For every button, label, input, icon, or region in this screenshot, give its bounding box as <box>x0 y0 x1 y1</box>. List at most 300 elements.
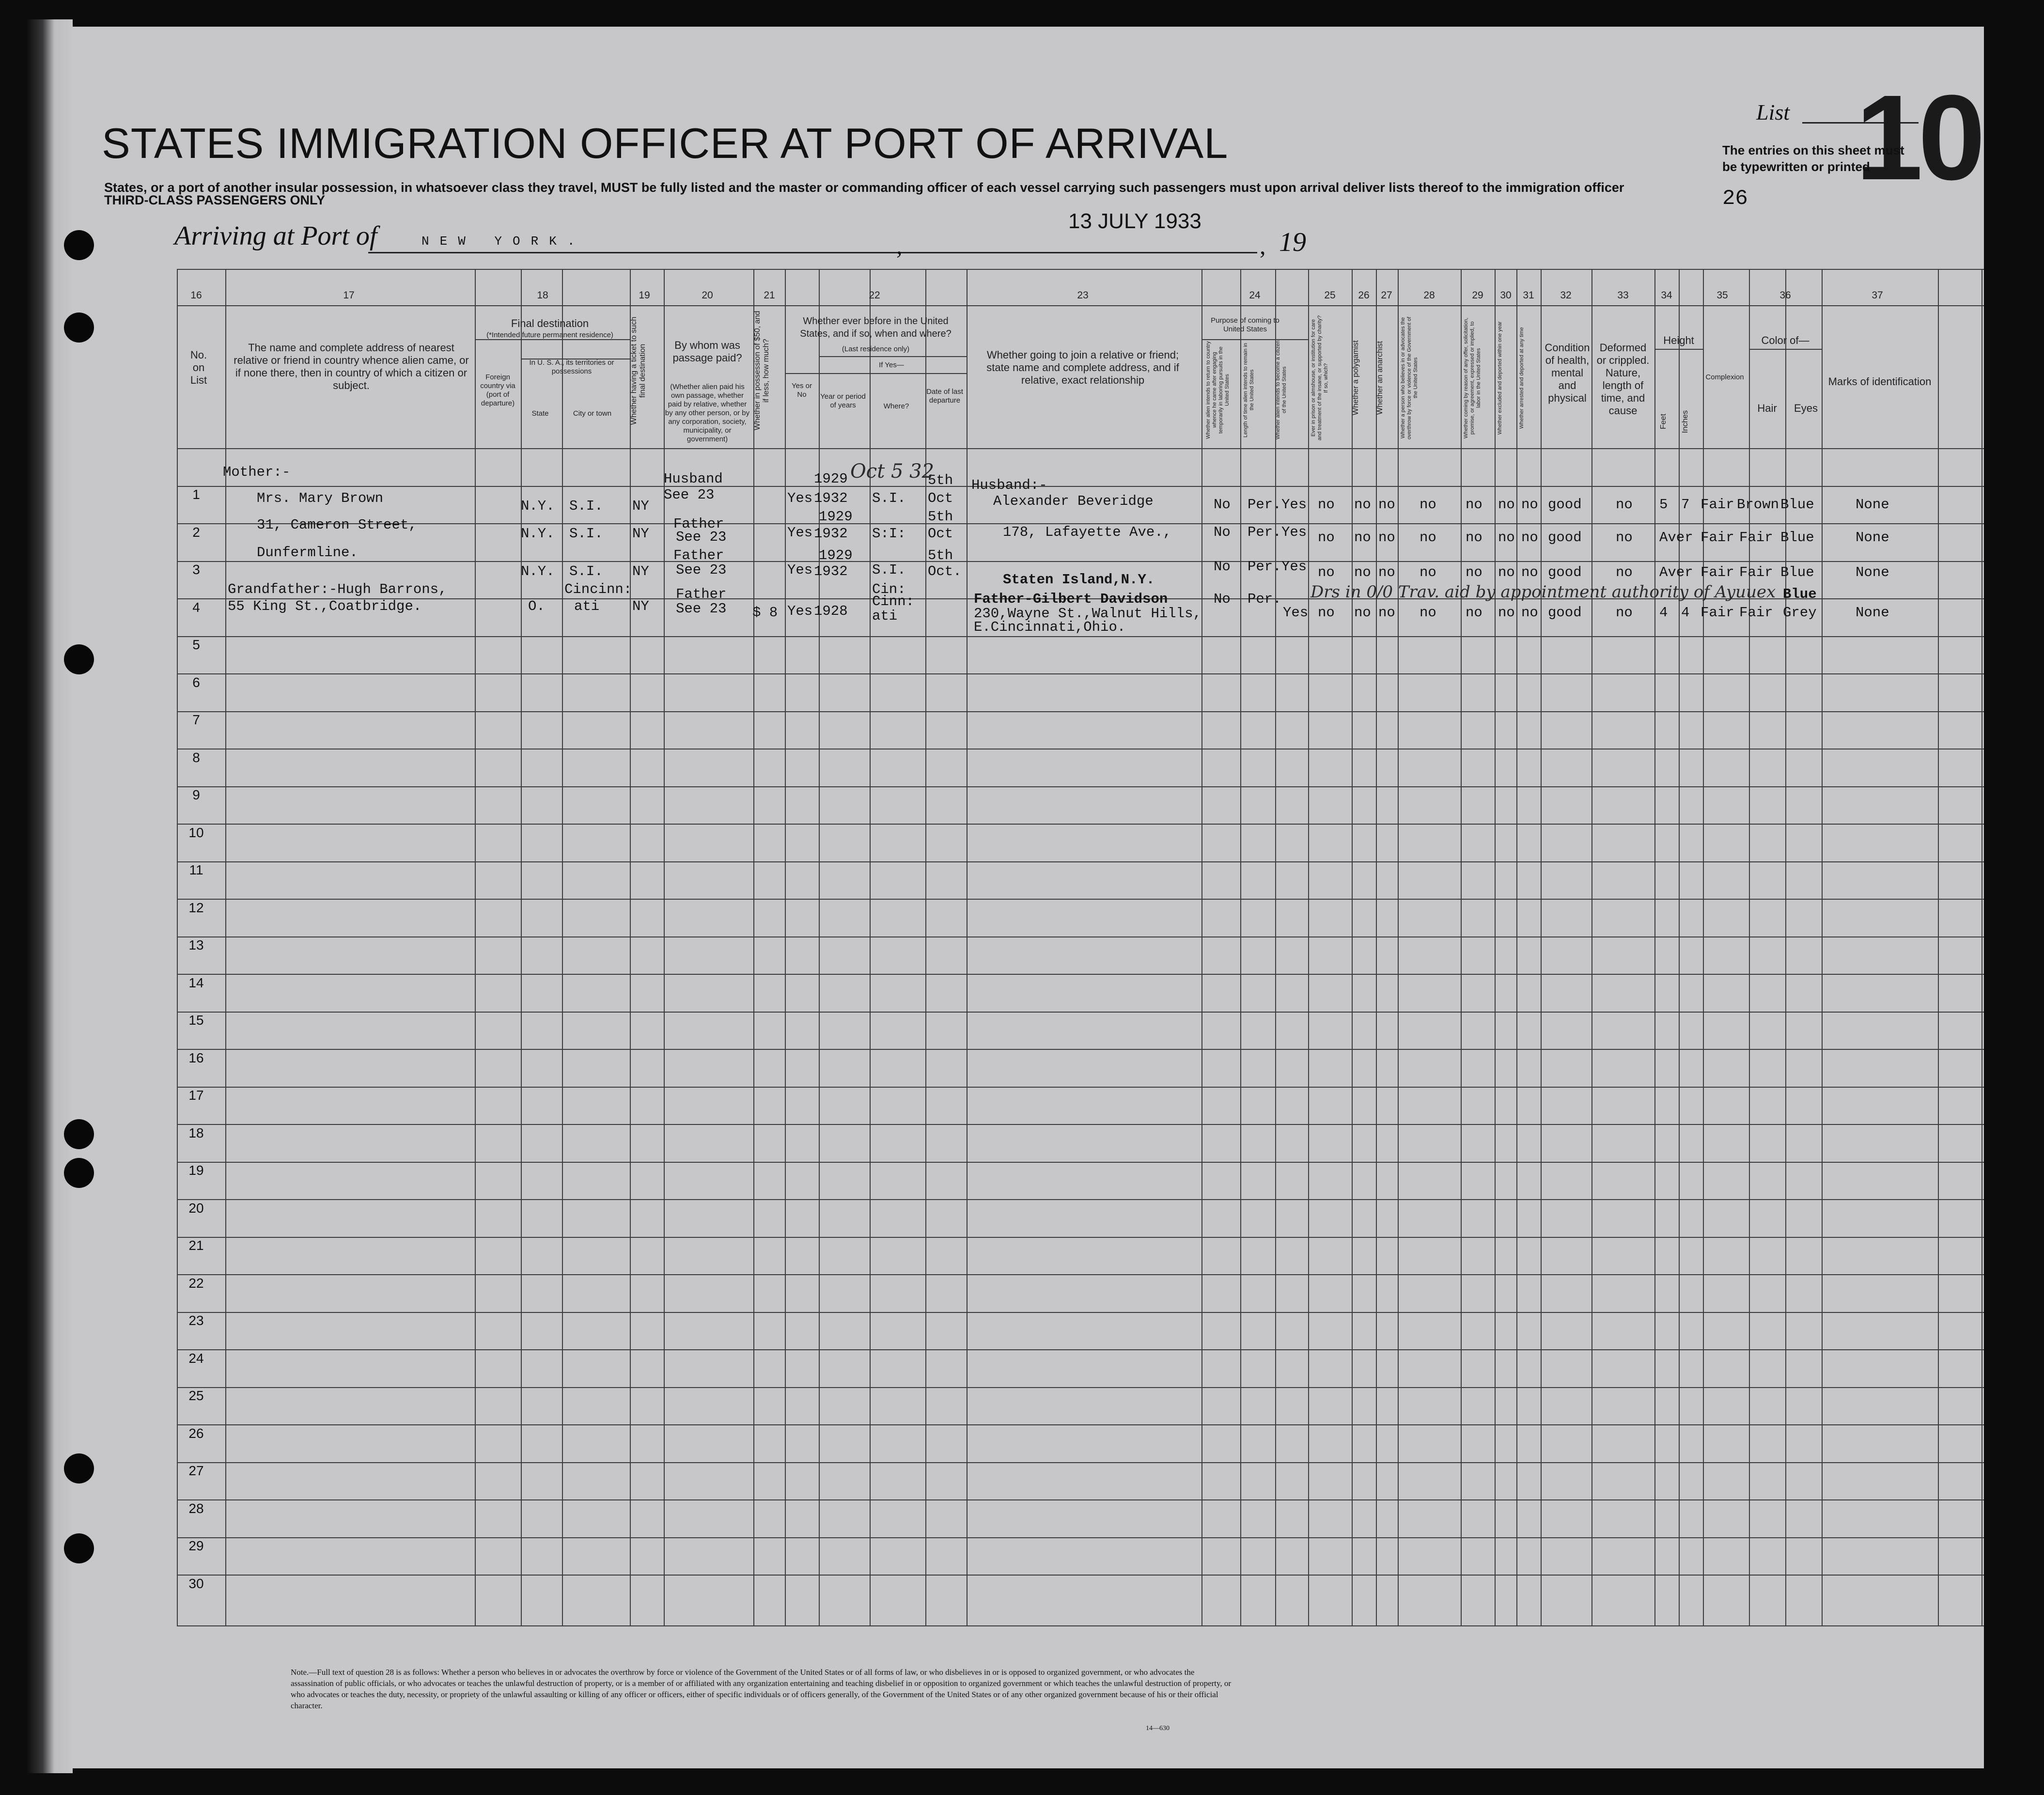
header-foreign-country: Foreign country via (port of departure) <box>480 373 515 407</box>
header-col29: Whether coming by reason of any offer, solicitation, promise, or agreement, expressed or implied, to labor in the United States <box>1463 317 1482 438</box>
height-cell: Aver <box>1659 530 1693 546</box>
column-number: 27 <box>1381 290 1392 301</box>
grid-column-line <box>1703 269 1704 1625</box>
grid-row-line <box>177 269 1984 270</box>
date-cell: Oct. <box>928 563 962 579</box>
grid-row-line <box>177 636 1984 637</box>
paid-by-cell: Husband <box>664 471 723 487</box>
column-number: 25 <box>1324 290 1336 301</box>
grid-row-line <box>177 673 1984 674</box>
header-year-period: Year or period of years <box>820 392 866 409</box>
city-cell: S.I. <box>569 526 603 542</box>
manifest-grid <box>177 269 1984 1625</box>
year-cell: 1932 <box>814 563 848 579</box>
health-cell: good <box>1548 564 1582 580</box>
column-number: 24 <box>1249 290 1261 301</box>
row-number: 25 <box>188 1388 204 1403</box>
binding-hole <box>64 1158 94 1188</box>
marks-cell: None <box>1856 564 1889 580</box>
header-eyes: Eyes <box>1794 402 1818 414</box>
grid-row-line <box>177 1537 1984 1538</box>
join-cell: Staten Island,N.Y. <box>1003 572 1155 588</box>
handwritten-annotation: Drs in 0/0 Trav. aid by appointment authority of Ayuuex <box>1311 582 1776 602</box>
complexion-cell: Fair <box>1701 564 1734 580</box>
feet-cell: 4 <box>1659 605 1668 621</box>
grid-subheader-line <box>819 356 967 357</box>
row-number: 21 <box>188 1238 204 1253</box>
complexion-cell: Fair <box>1701 497 1734 513</box>
column-number: 32 <box>1560 290 1572 301</box>
no-cell: no <box>1420 497 1436 513</box>
relative-line: Grandfather:-Hugh Barrons, <box>228 581 447 597</box>
grid-subheader-line <box>785 373 967 374</box>
grid-row-line <box>177 1124 1984 1125</box>
binding-hole <box>64 644 94 674</box>
no-cell: no <box>1498 497 1515 513</box>
binding-hole <box>64 230 94 260</box>
no-cell: no <box>1466 605 1482 621</box>
marks-cell: None <box>1856 530 1889 546</box>
before-cell: Yes <box>787 490 813 506</box>
grid-row-line <box>177 1199 1984 1200</box>
header-col19: Whether having a ticket to such final destination <box>630 316 647 425</box>
page-binding-edge <box>27 19 73 1773</box>
year-cell: 1932 <box>814 490 848 506</box>
date-stamp: 13 JULY 1933 <box>1068 209 1201 233</box>
grid-subheader-line <box>1654 349 1703 350</box>
column-number: 20 <box>702 290 713 301</box>
grid-row-line <box>177 1625 1984 1626</box>
header-col27: Whether an anarchist <box>1376 341 1384 415</box>
row-number: 11 <box>189 862 203 877</box>
ticket-cell: NY <box>632 563 649 579</box>
grid-column-line <box>1308 269 1309 1625</box>
length-cell: Per. <box>1248 524 1281 540</box>
deformed-cell: no <box>1616 564 1633 580</box>
state-cell: N.Y. <box>521 526 555 542</box>
deformed-cell: no <box>1616 530 1633 546</box>
no-cell: no <box>1420 530 1436 546</box>
citizen-cell: Yes <box>1281 559 1307 575</box>
header-col26: Whether a polygamist <box>1352 340 1360 416</box>
join-cell: Father-Gilbert Davidson <box>974 591 1168 607</box>
grid-column-line <box>177 269 178 1625</box>
grid-column-line <box>1822 269 1823 1625</box>
grid-column-line <box>1749 269 1750 1625</box>
grid-column-line <box>1201 269 1202 1625</box>
separator-comma: , <box>896 232 903 259</box>
no-cell: no <box>1521 530 1538 546</box>
join-cell: Husband:- <box>971 477 1047 493</box>
row-number: 24 <box>188 1350 204 1366</box>
inches-cell: 4 <box>1681 605 1690 621</box>
year-prefix: 19 <box>1279 227 1306 257</box>
eyes-cell: Blue <box>1780 564 1814 580</box>
binding-hole <box>64 1119 94 1149</box>
column-number: 16 <box>190 290 202 301</box>
date-cell: Oct <box>928 526 953 542</box>
header-in-usa: In U. S. A., its territories or possessions <box>529 359 614 375</box>
header-col22: Whether ever before in the United States, and if so, when and where? <box>800 316 952 339</box>
row-number: 7 <box>192 712 200 727</box>
grid-column-line <box>475 269 476 1625</box>
grid-subheader-line <box>1749 349 1822 350</box>
ticket-cell: NY <box>632 498 649 514</box>
grid-row-line <box>177 861 1984 862</box>
header-final-destination-sub: (*Intended future permanent residence) <box>486 331 613 339</box>
port-value: NEW YORK. <box>421 234 586 249</box>
row-number: 19 <box>188 1163 204 1178</box>
no-cell: no <box>1354 530 1371 546</box>
column-number: 22 <box>869 290 880 301</box>
header-col20: By whom was passage paid? <box>672 339 742 364</box>
header-complexion: Complexion <box>1705 373 1744 381</box>
row-number: 6 <box>192 674 200 690</box>
eyes-cell: Blue <box>1780 530 1814 546</box>
separator-comma: , <box>1260 232 1266 259</box>
inches-cell: 7 <box>1681 497 1690 513</box>
column-number: 34 <box>1661 290 1672 301</box>
where-cell: S:I: <box>872 526 906 542</box>
grid-row-line <box>177 1575 1984 1576</box>
grid-row-line <box>177 899 1984 900</box>
paid-by-cell: See 23 <box>676 601 727 617</box>
header-col25: Ever in prison or almshouse, or institution for care and treatment of the insane, or supported by charity? If so, which? <box>1311 315 1329 441</box>
state-cell: N.Y. <box>521 498 555 514</box>
no-cell: no <box>1466 530 1482 546</box>
no-cell: no <box>1420 564 1436 580</box>
grid-column-line <box>1541 269 1542 1625</box>
date-cell: 5th <box>928 472 953 488</box>
column-number: 26 <box>1358 290 1370 301</box>
header-color-of: Color of— <box>1761 334 1810 346</box>
no-cell: no <box>1378 564 1395 580</box>
header-col22-sub: (Last residence only) <box>842 345 910 353</box>
no-cell: no <box>1354 605 1371 621</box>
column-number: 33 <box>1617 290 1629 301</box>
feet-cell: 5 <box>1659 497 1668 513</box>
row-number: 30 <box>188 1576 204 1591</box>
grid-row-line <box>177 1162 1984 1163</box>
grid-row-line <box>177 1237 1984 1238</box>
hair-cell: Fair <box>1739 605 1773 621</box>
marks-cell: None <box>1856 605 1889 621</box>
paid-by-cell: See 23 <box>676 562 727 578</box>
eyes-cell: Blue <box>1783 586 1817 602</box>
column-number: 17 <box>343 290 355 301</box>
grid-column-line <box>785 269 786 1625</box>
row-number: 2 <box>192 524 200 540</box>
no-cell: no <box>1354 564 1371 580</box>
year-cell: 1929 <box>819 509 853 525</box>
year-cell: 1929 <box>819 547 853 563</box>
paid-by-cell: See 23 <box>664 487 715 503</box>
header-no-on-list <box>182 349 216 387</box>
no-cell: no <box>1378 497 1395 513</box>
length-cell: Per. <box>1248 591 1281 607</box>
state-cell: O. <box>528 598 545 614</box>
date-cell: Oct <box>928 490 953 506</box>
hair-cell: Brown <box>1737 497 1779 513</box>
grid-row-line <box>177 974 1984 975</box>
column-number: 23 <box>1077 290 1089 301</box>
length-cell: Per. <box>1248 559 1281 575</box>
header-date-last-departure: Date of last departure <box>926 388 963 405</box>
header-col28: Whether a person who believes in or advocates the overthrow by force or violence of the Government of the United States <box>1400 316 1419 439</box>
column-number: 37 <box>1872 290 1883 301</box>
row-number: 20 <box>188 1200 204 1216</box>
hair-cell: Fair <box>1739 564 1773 580</box>
class-line: THIRD-CLASS PASSENGERS ONLY <box>104 193 326 207</box>
no-cell: no <box>1378 605 1395 621</box>
grid-column-line <box>1785 269 1786 1625</box>
header-hair: Hair <box>1757 402 1777 414</box>
date-cell: 5th <box>928 509 953 525</box>
column-number: 36 <box>1779 290 1791 301</box>
header-col17: The name and complete address of nearest relative or friend in country whence alien came, or if none there, then in country of which a citizen or subject. <box>234 342 469 391</box>
grid-column-line <box>1654 269 1655 1625</box>
money-cell: $ 8 <box>752 605 778 621</box>
grid-column-line <box>1275 269 1276 1625</box>
header-col30: Whether excluded and deported within one year <box>1497 321 1503 435</box>
no-cell: no <box>1466 564 1482 580</box>
purpose-cell: No <box>1214 524 1231 540</box>
grid-column-line <box>630 269 631 1625</box>
header-text: No. on List <box>190 349 207 386</box>
header-final-destination: Final destination <box>511 317 589 329</box>
year-cell: 1929 <box>814 471 848 487</box>
intro-line: States, or a port of another insular possession, in whatsoever class they travel, MUST be fully listed and the master or commanding officer of each vessel carrying such passengers must upon arrival deliver lists thereof to the immigration officer <box>104 180 1624 195</box>
where-cell: Cinn: <box>872 593 915 609</box>
grid-row-line <box>177 1274 1984 1275</box>
header-if-yes: If Yes— <box>879 361 904 369</box>
no-cell: no <box>1466 497 1482 513</box>
list-number: 10 <box>1856 70 1981 205</box>
relative-line: Mother:- <box>223 464 291 480</box>
marks-cell: None <box>1856 497 1889 513</box>
grid-column-line <box>1376 269 1377 1625</box>
header-col24c: Whether alien intends to become a citizen of the United States <box>1275 340 1287 440</box>
grid-column-line <box>521 269 522 1625</box>
grid-row-line <box>177 1012 1984 1013</box>
before-cell: Yes <box>787 562 813 578</box>
hair-cell: Fair <box>1739 530 1773 546</box>
row-number: 15 <box>188 1013 204 1028</box>
list-label: List <box>1756 100 1790 125</box>
row-number: 5 <box>192 637 200 652</box>
row-number: 14 <box>188 975 204 990</box>
header-marks: Marks of identification <box>1828 375 1932 388</box>
column-number: 30 <box>1500 290 1512 301</box>
relative-line: Mrs. Mary Brown <box>257 490 384 506</box>
arriving-label: Arriving at Port of <box>174 221 377 251</box>
header-height: Height <box>1663 334 1694 346</box>
no-cell: no <box>1378 530 1395 546</box>
header-col31: Whether arrested and deported at any time <box>1519 327 1525 429</box>
column-number: 35 <box>1716 290 1728 301</box>
column-number: 31 <box>1523 290 1534 301</box>
header-col24a: Whether alien intends to return to country whence he came after engaging temporarily in laboring pursuits in the United States <box>1205 341 1230 439</box>
citizen-cell: Yes <box>1281 524 1307 540</box>
row-number: 23 <box>188 1313 204 1328</box>
city-cell: S.I. <box>569 498 603 514</box>
row-number: 27 <box>188 1463 204 1478</box>
binding-hole <box>64 1533 94 1563</box>
paid-by-cell: Father <box>673 516 724 532</box>
no-cell: no <box>1420 605 1436 621</box>
grid-column-line <box>1240 269 1241 1625</box>
grid-row-line <box>177 1462 1984 1463</box>
row-number: 8 <box>192 749 200 765</box>
ticket-cell: NY <box>632 526 649 542</box>
date-cell: 5th <box>928 547 953 563</box>
column-number: 18 <box>537 290 548 301</box>
row-number: 18 <box>188 1125 204 1140</box>
year-cell: 1928 <box>814 603 848 619</box>
notice-text: The entries on this sheet must be typewritten or printed <box>1722 143 1904 174</box>
complexion-cell: Fair <box>1701 605 1734 621</box>
grid-column-line <box>1495 269 1496 1625</box>
city-cell: S.I. <box>569 563 603 579</box>
row-number: 4 <box>192 599 200 615</box>
grid-row-line <box>177 448 1984 449</box>
no-cell: no <box>1521 605 1538 621</box>
city-cell: Cincinn: <box>564 581 632 597</box>
row-number: 12 <box>188 900 204 915</box>
row-number: 26 <box>188 1425 204 1441</box>
join-cell: E.Cincinnati,Ohio. <box>974 619 1126 635</box>
join-cell: 230,Wayne St.,Walnut Hills, <box>974 606 1201 622</box>
city-cell: ati <box>574 598 600 614</box>
health-cell: good <box>1548 497 1582 513</box>
grid-row-line <box>177 1349 1984 1350</box>
no-cell: no <box>1318 605 1335 621</box>
header-col24: Purpose of coming to United States <box>1211 316 1279 333</box>
header-col23: Whether going to join a relative or friend; state name and complete address, and if relative, exact relationship <box>986 349 1179 386</box>
grid-row-line <box>177 486 1984 487</box>
where-cell: S.I. <box>872 490 906 506</box>
date-underline <box>579 252 1257 253</box>
grid-column-line <box>1938 269 1939 1625</box>
row-number: 22 <box>188 1275 204 1291</box>
purpose-cell: No <box>1214 591 1231 607</box>
health-cell: good <box>1548 530 1582 546</box>
header-col32: Condition of health, mental and physical <box>1545 342 1590 404</box>
grid-column-line <box>562 269 563 1625</box>
grid-row-line <box>177 1087 1984 1088</box>
handwritten-annotation: Oct 5 32 <box>850 460 935 483</box>
row-number: 10 <box>188 825 204 840</box>
grid-row-line <box>177 561 1984 562</box>
column-number: 29 <box>1472 290 1483 301</box>
where-cell: ati <box>872 608 898 624</box>
grid-row-line <box>177 305 1984 306</box>
before-cell: Yes <box>787 525 813 541</box>
grid-row-line <box>177 1049 1984 1050</box>
binding-hole <box>64 312 94 343</box>
grid-column-line <box>1398 269 1399 1625</box>
citizen-cell: Yes <box>1283 605 1309 621</box>
row-number: 28 <box>188 1500 204 1516</box>
column-number: 28 <box>1423 290 1435 301</box>
grid-row-line <box>177 786 1984 787</box>
grid-row-line <box>177 1312 1984 1313</box>
grid-column-line <box>1352 269 1353 1625</box>
no-cell: no <box>1498 530 1515 546</box>
complexion-cell: Fair <box>1701 530 1734 546</box>
no-cell: no <box>1521 564 1538 580</box>
row-number: 1 <box>192 487 200 502</box>
purpose-cell: No <box>1214 559 1231 575</box>
join-cell: 178, Lafayette Ave., <box>1003 524 1172 540</box>
state-cell: N.Y. <box>521 563 555 579</box>
citizen-cell: Yes <box>1281 497 1307 513</box>
paid-by-cell: Father <box>673 547 724 563</box>
eyes-cell: Blue <box>1780 497 1814 513</box>
column-number: 21 <box>764 290 775 301</box>
where-cell: Cin: <box>872 581 906 597</box>
header-state: State <box>531 409 549 418</box>
eyes-cell: Grey <box>1783 605 1817 621</box>
grid-row-line <box>177 1499 1984 1500</box>
no-cell: no <box>1498 605 1515 621</box>
typewritten-notice <box>1722 142 1904 175</box>
where-cell: S.I. <box>872 562 906 578</box>
deformed-cell: no <box>1616 605 1633 621</box>
row-number: 16 <box>188 1050 204 1065</box>
header-city: City or town <box>573 409 612 418</box>
no-cell: no <box>1318 564 1335 580</box>
relative-line: Dunfermline. <box>257 545 358 561</box>
purpose-cell: No <box>1214 497 1231 513</box>
paid-by-cell: See 23 <box>676 529 727 545</box>
header-col24b: Length of time alien intends to remain in the United States <box>1243 343 1255 437</box>
health-cell: good <box>1548 605 1582 621</box>
row-number: 29 <box>188 1538 204 1553</box>
header-yes-or-no: Yes or No <box>792 382 812 399</box>
header-col20-sub: (Whether alien paid his own passage, whether paid by relative, whether by any other person, or by any corporation, society, municipality, or government) <box>665 383 750 443</box>
no-cell: no <box>1521 497 1538 513</box>
relative-line: 31, Cameron Street, <box>257 517 417 533</box>
footnote: Note.—Full text of question 28 is as follows: Whether a person who believes in or advocates the overthrow by force or violence of the Government of the United States or of all forms of law, or who disbelieves in or is opposed to organized government, or who advocates the assassination of public officials, or who advocates or teaches the unlawful destruction of property, or is a member of or affiliated with any organization entertaining and teaching disbelief in or opposition to organized government or which teaches the unlawful destruction of property, or who advocates or teaches the duty, necessity, or propriety of the unlawful assaulting or killing of any officer or officers, either of specific individuals or of officers generally, of the Government of the United States or of any other organized government because of his or their official character. <box>291 1668 1232 1710</box>
height-cell: Aver <box>1659 564 1693 580</box>
no-cell: no <box>1318 530 1335 546</box>
grid-column-line <box>753 269 754 1625</box>
length-cell: Per. <box>1248 497 1281 513</box>
row-number: 9 <box>192 787 200 802</box>
grid-row-line <box>177 711 1984 712</box>
no-cell: no <box>1498 564 1515 580</box>
no-cell: no <box>1354 497 1371 513</box>
header-feet: Feet <box>1659 414 1668 430</box>
row-number: 17 <box>188 1088 204 1103</box>
ticket-cell: NY <box>632 598 649 614</box>
header-inches: Inches <box>1681 410 1689 433</box>
sheet-number: 26 <box>1722 187 1748 211</box>
header-col33: Deformed or crippled. Nature, length of time, and cause <box>1596 342 1650 417</box>
header-col21: Whether in possession of $50, and if less, how much? <box>753 311 770 431</box>
paid-by-cell: Father <box>676 586 727 602</box>
grid-row-line <box>177 824 1984 825</box>
header-where: Where? <box>883 402 909 410</box>
grid-row-line <box>177 1387 1984 1388</box>
no-cell: no <box>1318 497 1335 513</box>
deformed-cell: no <box>1616 497 1633 513</box>
row-number: 3 <box>192 562 200 577</box>
column-number: 19 <box>639 290 650 301</box>
binding-hole <box>64 1453 94 1483</box>
year-cell: 1932 <box>814 526 848 542</box>
